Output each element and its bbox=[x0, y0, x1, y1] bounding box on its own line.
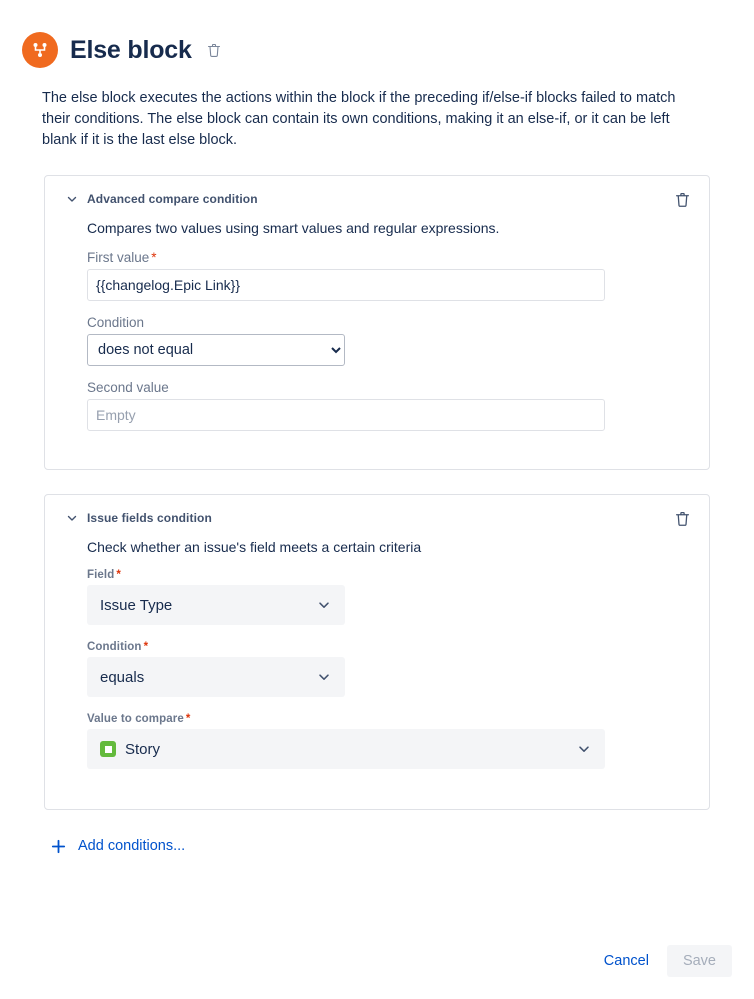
add-conditions-link[interactable]: Add conditions... bbox=[78, 838, 186, 854]
condition-card-body bbox=[65, 539, 689, 769]
delete-condition-icon[interactable] bbox=[675, 511, 691, 527]
footer-actions bbox=[594, 945, 732, 977]
value-to-compare-select[interactable] bbox=[87, 729, 605, 769]
first-value-field-group bbox=[87, 250, 683, 301]
second-value-input[interactable] bbox=[87, 399, 605, 431]
field-label bbox=[87, 569, 683, 581]
field-select[interactable] bbox=[87, 585, 345, 625]
condition-card-title: Advanced compare condition bbox=[87, 192, 258, 206]
condition-subtitle: Check whether an issue's field meets a certain criteria bbox=[87, 539, 422, 555]
story-issue-type-icon bbox=[100, 741, 116, 757]
cancel-button[interactable]: Cancel bbox=[594, 945, 659, 977]
condition-card-title: Issue fields condition bbox=[87, 511, 212, 525]
required-asterisk: * bbox=[185, 713, 191, 725]
page-header bbox=[22, 32, 732, 68]
condition-card-header[interactable] bbox=[65, 192, 689, 206]
value-to-compare-field-group bbox=[87, 713, 683, 769]
chevron-down-icon[interactable] bbox=[65, 511, 79, 525]
condition-card-header[interactable] bbox=[65, 511, 689, 525]
first-value-label bbox=[87, 250, 683, 265]
condition-field-group bbox=[87, 315, 683, 366]
add-conditions-row[interactable] bbox=[44, 838, 710, 854]
condition-label-text: Condition bbox=[87, 641, 142, 653]
condition-select-value: equals bbox=[100, 668, 145, 686]
condition-select[interactable] bbox=[87, 657, 345, 697]
condition-label: Condition bbox=[87, 315, 145, 330]
required-asterisk: * bbox=[116, 569, 121, 581]
condition-select[interactable] bbox=[87, 334, 345, 366]
first-value-label-text: First value bbox=[87, 250, 150, 265]
condition-card-advanced-compare bbox=[44, 175, 710, 470]
block-description: The else block executes the actions within the block if the preceding if/else-if blocks failed to match their conditions. The else block can contain its own conditions, making it an else-if, or it can be left blank if it is the last else block. bbox=[42, 90, 676, 148]
condition-card-issue-fields bbox=[44, 494, 710, 810]
chevron-down-icon bbox=[576, 741, 592, 757]
field-field-group bbox=[87, 569, 683, 625]
else-block-icon bbox=[22, 32, 58, 68]
condition-subtitle: Compares two values using smart values and regular expressions. bbox=[87, 220, 500, 236]
chevron-down-icon bbox=[316, 669, 332, 685]
value-to-compare-select-value bbox=[100, 741, 576, 758]
value-to-compare-label bbox=[87, 713, 683, 725]
second-value-field-group bbox=[87, 380, 683, 431]
second-value-label: Second value bbox=[87, 380, 169, 395]
page-title: Else block bbox=[70, 35, 192, 64]
condition-label bbox=[87, 641, 683, 653]
value-to-compare-text: Story bbox=[125, 740, 161, 758]
value-to-compare-label-text: Value to compare bbox=[87, 713, 184, 725]
condition-card-body bbox=[65, 220, 689, 431]
delete-block-icon[interactable] bbox=[206, 42, 222, 58]
first-value-input[interactable] bbox=[87, 269, 605, 301]
chevron-down-icon[interactable] bbox=[65, 192, 79, 206]
plus-icon bbox=[50, 838, 66, 854]
delete-condition-icon[interactable] bbox=[675, 192, 691, 208]
field-label-text: Field bbox=[87, 569, 115, 581]
field-select-value: Issue Type bbox=[100, 596, 173, 614]
required-asterisk: * bbox=[143, 641, 149, 653]
condition-field-group bbox=[87, 641, 683, 697]
required-asterisk: * bbox=[151, 250, 157, 265]
save-button[interactable]: Save bbox=[667, 945, 732, 977]
chevron-down-icon bbox=[316, 597, 332, 613]
